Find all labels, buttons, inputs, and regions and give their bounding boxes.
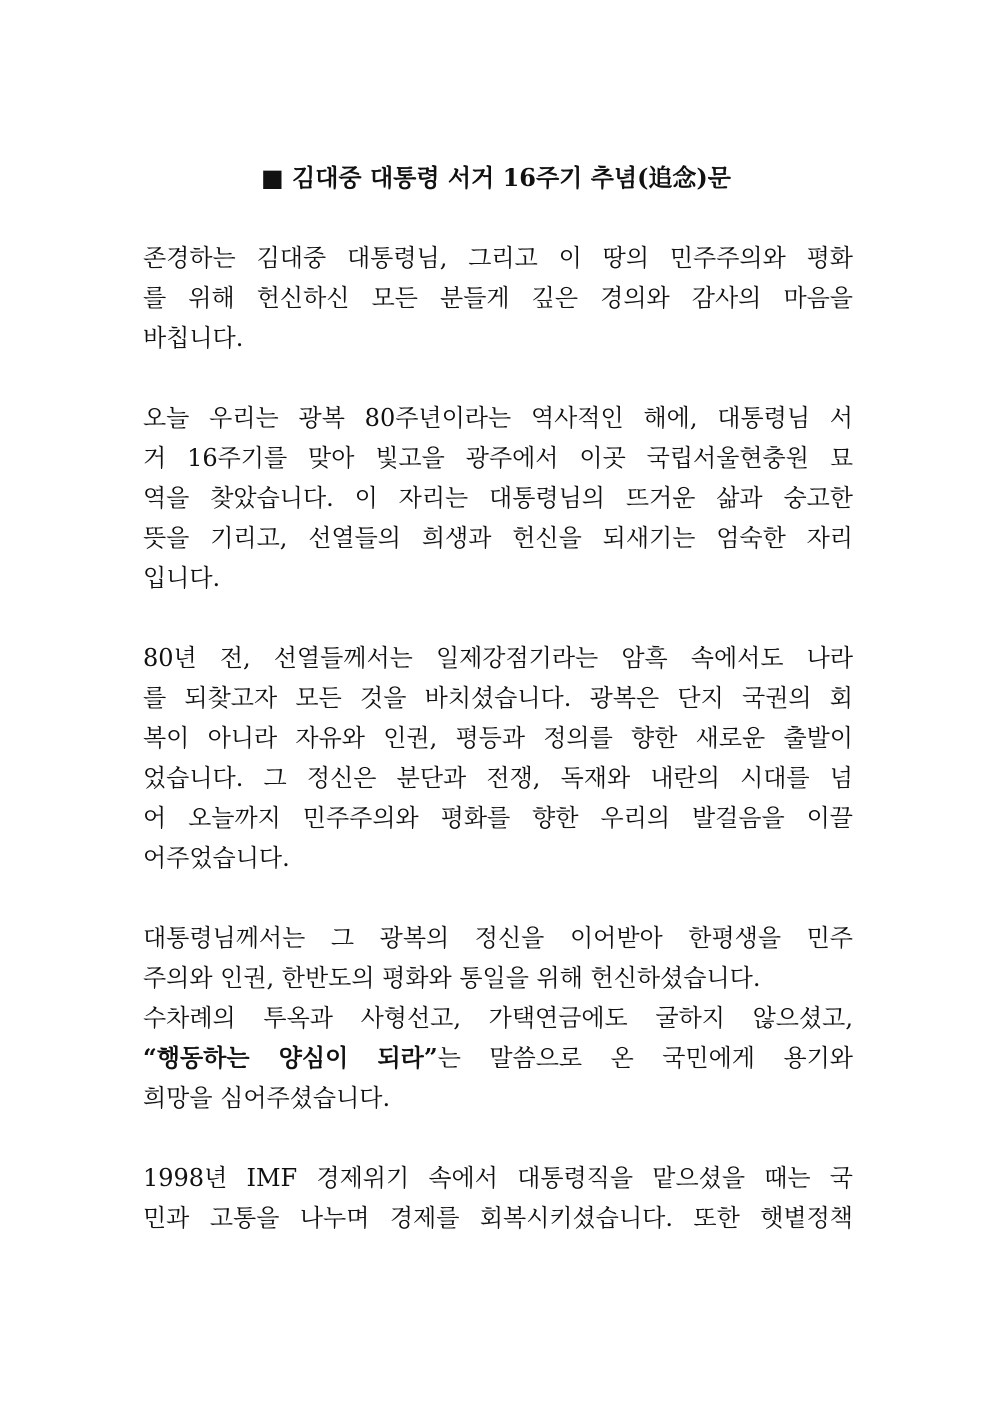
text-line: 희망을 심어주셨습니다. [143,1084,391,1112]
text-line: 를 되찾고자 모든 것을 바치셨습니다. 광복은 단지 국권의 회 [143,684,853,712]
text-line: 수차례의 투옥과 사형선고, 가택연금에도 굴하지 않으셨고, [143,1004,853,1032]
text-line: 를 위해 헌신하신 모든 분들게 깊은 경의와 감사의 마음을 [143,284,853,312]
text-line: 었습니다. 그 정신은 분단과 전쟁, 독재와 내란의 시대를 넘 [143,764,853,792]
text-line: 대통령님께서는 그 광복의 정신을 이어받아 한평생을 민주 [143,924,853,952]
text-line: 거 16주기를 맞아 빛고을 광주에서 이곳 국립서울현충원 묘 [143,444,853,472]
text-line: 어 오늘까지 민주주의와 평화를 향한 우리의 발걸음을 이끌 [143,804,853,832]
text-line: 오늘 우리는 광복 80주년이라는 역사적인 해에, 대통령님 서 [143,404,853,432]
text-line: 민과 고통을 나누며 경제를 회복시키셨습니다. 또한 햇볕정책 [143,1204,853,1232]
text-line: 뜻을 기리고, 선열들의 희생과 헌신을 되새기는 엄숙한 자리 [143,524,853,552]
text-line: 어주었습니다. [143,844,290,872]
text-line: 1998년 IMF 경제위기 속에서 대통령직을 맡으셨을 때는 국 [143,1164,853,1192]
paragraph-gap [143,598,853,638]
document-body [143,238,853,1238]
text-line: 주의와 인권, 한반도의 평화와 통일을 위해 헌신하셨습니다. [143,964,761,992]
text-line: 복이 아니라 자유와 인권, 평등과 정의를 향한 새로운 출발이 [143,724,853,752]
paragraph-gap [143,878,853,918]
text-line: 80년 전, 선열들께서는 일제강점기라는 암흑 속에서도 나라 [143,644,853,672]
paragraph [143,918,853,1118]
quote-line [143,1038,853,1078]
paragraph-gap [143,1118,853,1158]
text-line: 존경하는 김대중 대통령님, 그리고 이 땅의 민주주의와 평화 [143,244,853,272]
paragraph [143,238,853,358]
paragraph [143,398,853,598]
paragraph [143,638,853,878]
quote-line-rest: 는 말씀으로 온 국민에게 용기와 [437,1044,853,1072]
quote-text: “행동하는 양심이 되라” [143,1043,438,1072]
text-line: 역을 찾았습니다. 이 자리는 대통령님의 뜨거운 삶과 숭고한 [143,484,853,512]
page-title: ■ 김대중 대통령 서거 16주기 추념(追念)문 [261,163,731,192]
text-line: 입니다. [143,564,221,592]
paragraph [143,1158,853,1238]
paragraph-gap [143,358,853,398]
text-line: 바칩니다. [143,324,244,352]
